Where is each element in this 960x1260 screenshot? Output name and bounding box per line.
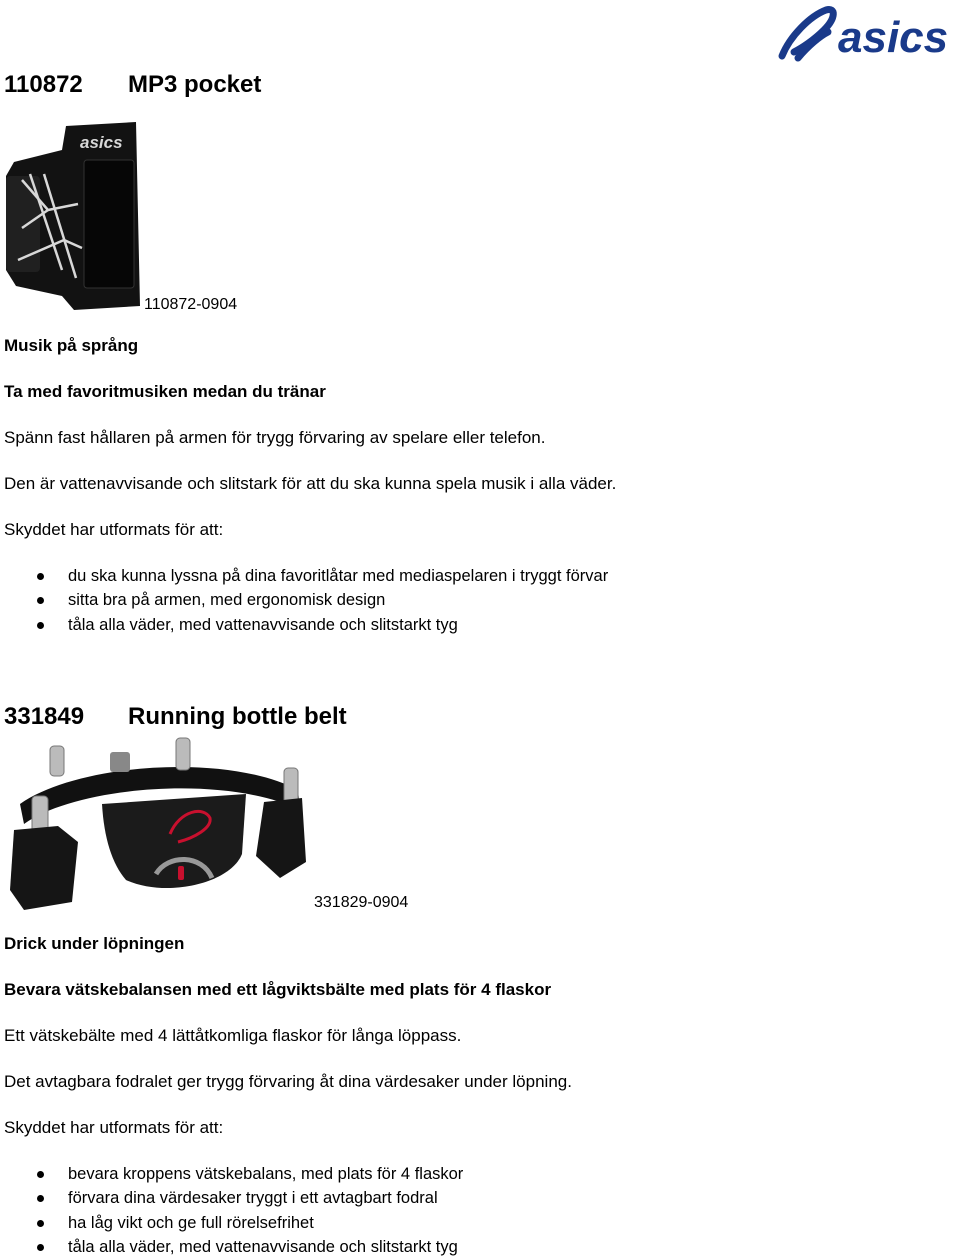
feature-item: sitta bra på armen, med ergonomisk design — [0, 588, 608, 612]
product-headline: Bevara vätskebalansen med ett lågviktsbälte med plats för 4 flaskor — [4, 980, 552, 999]
asics-logo — [776, 2, 958, 64]
feature-list — [0, 1162, 463, 1259]
mp3-pocket-image — [4, 120, 142, 312]
feature-item: tåla alla väder, med vattenavvisande och slitstarkt tyg — [0, 1235, 463, 1259]
svg-text:asics: asics — [838, 13, 949, 62]
feature-item: ha låg vikt och ge full rörelsefrihet — [0, 1211, 463, 1235]
product-number: 331849 — [4, 703, 85, 730]
product-tagline: Drick under löpningen — [4, 934, 185, 953]
bottle-belt-image — [6, 734, 308, 912]
product-number: 110872 — [4, 71, 83, 98]
product-image-code: 110872-0904 — [144, 296, 238, 313]
product-paragraph: Det avtagbara fodralet ger trygg förvaring åt dina värdesaker under löpning. — [4, 1072, 572, 1091]
feature-intro: Skyddet har utformats för att: — [4, 1118, 224, 1137]
product-headline: Ta med favoritmusiken medan du tränar — [4, 382, 326, 401]
feature-item: tåla alla väder, med vattenavvisande och slitstarkt tyg — [0, 613, 608, 637]
product-paragraph: Den är vattenavvisande och slitstark för att du ska kunna spela musik i alla väder. — [4, 474, 617, 493]
product-paragraph: Ett vätskebälte med 4 lättåtkomliga flaskor för långa löppass. — [4, 1026, 462, 1045]
product-title: Running bottle belt — [128, 703, 347, 730]
feature-item: du ska kunna lyssna på dina favoritlåtar med mediaspelaren i tryggt förvar — [0, 564, 608, 588]
svg-text:asics: asics — [80, 133, 123, 152]
product-paragraph: Spänn fast hållaren på armen för trygg förvaring av spelare eller telefon. — [4, 428, 546, 447]
product-image-code: 331829-0904 — [314, 894, 409, 911]
product-tagline: Musik på språng — [4, 336, 139, 355]
product-title: MP3 pocket — [128, 71, 262, 98]
feature-item: förvara dina värdesaker tryggt i ett avtagbart fodral — [0, 1186, 463, 1210]
feature-item: bevara kroppens vätskebalans, med plats för 4 flaskor — [0, 1162, 463, 1186]
feature-intro: Skyddet har utformats för att: — [4, 520, 224, 539]
feature-list — [0, 564, 608, 637]
